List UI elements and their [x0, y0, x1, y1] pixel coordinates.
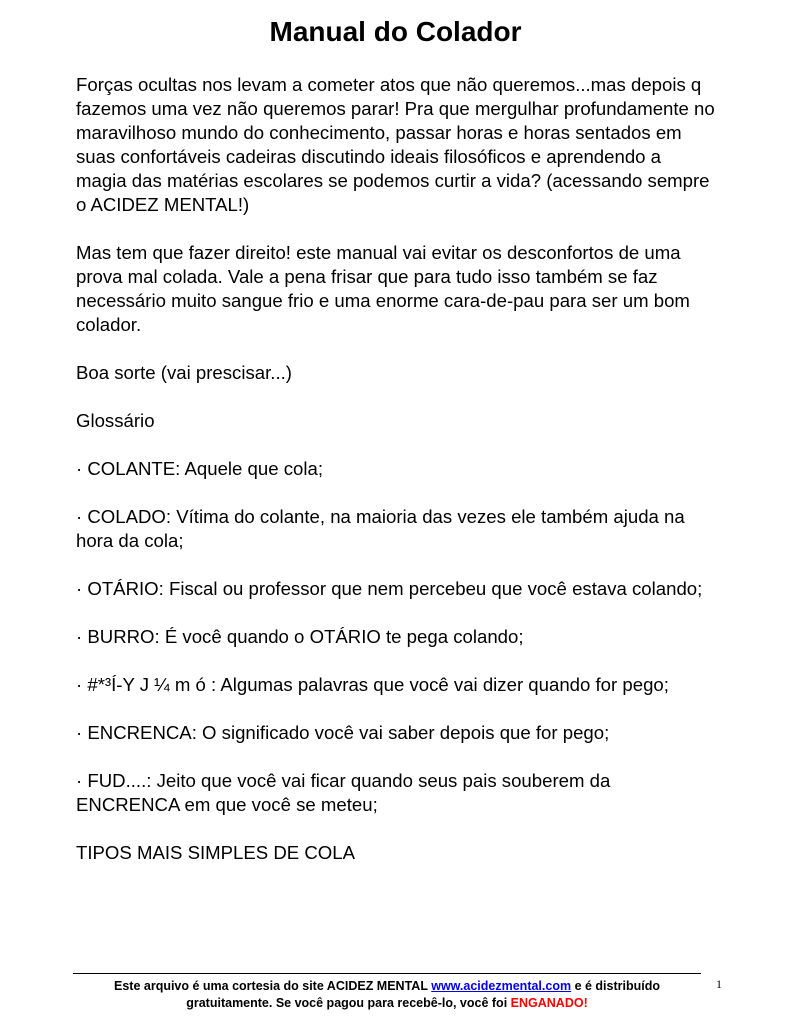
glossary-entry-burro: · BURRO: É você quando o OTÁRIO te pega colando;: [76, 626, 524, 647]
glossary-entry-fud: · FUD....: Jeito que você vai ficar quando seus pais souberem da ENCRENCA em que você se meteu;: [76, 770, 611, 815]
glossary-entry-otario: · OTÁRIO: Fiscal ou professor que nem percebeu que você estava colando;: [76, 578, 703, 599]
footer-text-end: e é distribuído gratuitamente. Se você pagou para recebê-lo, você foi: [186, 979, 660, 1010]
glossary-entry-encrenca: · ENCRENCA: O significado você vai saber depois que for pego;: [76, 722, 610, 743]
footer-notice: [73, 978, 701, 1012]
scam-warning: ENGANADO!: [510, 996, 588, 1010]
warning-paragraph: Mas tem que fazer direito! este manual vai evitar os desconfortos de uma prova mal colada. Vale a pena frisar que para tudo isso também se faz necessário muito sangue frio e uma enorme cara-de-pau para ser um bom colador.: [76, 242, 690, 335]
intro-paragraph: Forças ocultas nos levam a cometer atos que não queremos...mas depois q fazemos uma vez não queremos parar! Pra que mergulhar profundamente no maravilhoso mundo do conhecimento, passar horas e horas sentados em suas confortáveis cadeiras discutindo ideais filosóficos e aprendendo a magia das matérias escolares se podemos curtir a vida? (acessando sempre o ACIDEZ MENTAL!): [76, 74, 715, 215]
glossary-entry-symbols: · #*³Í-Y J ¼ m ó : Algumas palavras que você vai dizer quando for pego;: [76, 674, 669, 695]
good-luck-line: Boa sorte (vai prescisar...): [76, 362, 292, 383]
page-number: 1: [716, 977, 722, 991]
section-heading: TIPOS MAIS SIMPLES DE COLA: [76, 842, 355, 863]
document-body: [76, 73, 716, 889]
glossary-entry-colado: · COLADO: Vítima do colante, na maioria das vezes ele também ajuda na hora da cola;: [76, 506, 685, 551]
footer-text-start: Este arquivo é uma cortesia do site ACIDEZ MENTAL: [114, 979, 428, 993]
footer-divider: [73, 973, 701, 974]
glossary-entry-colante: · COLANTE: Aquele que cola;: [76, 458, 324, 479]
glossary-heading: Glossário: [76, 410, 155, 431]
page-title: Manual do Colador: [269, 16, 522, 47]
site-link[interactable]: www.acidezmental.com: [431, 979, 572, 993]
